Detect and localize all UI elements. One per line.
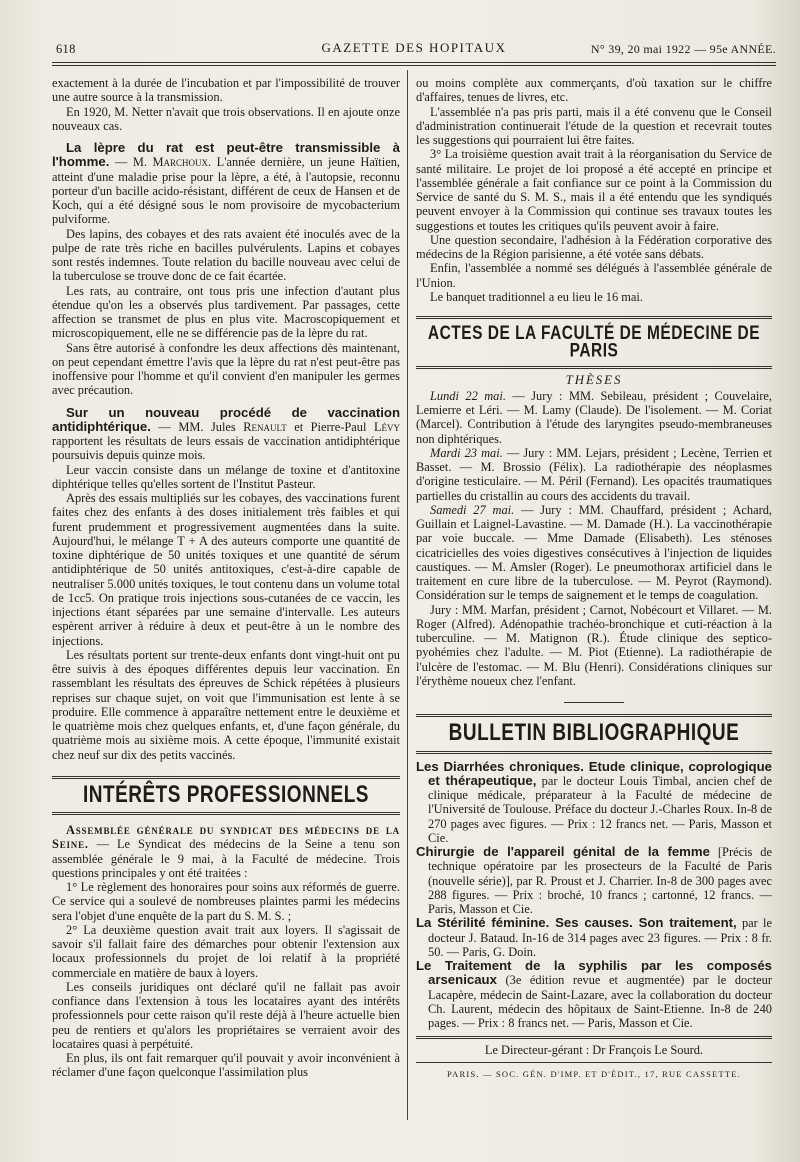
biblio-entry [416, 760, 772, 846]
page-number: 618 [56, 42, 76, 56]
article-heading: Assemblée générale du syndicat des médecins de la Seine. [52, 823, 400, 852]
book-title: La Stérilité féminine. Ses causes. Son traitement, [416, 915, 737, 931]
section-title: ACTES DE LA FACULTÉ DE MÉDECINE DE PARIS [427, 322, 761, 362]
article-lepre: La lèpre du rat est peut-être transmissible à l'homme. — M. Marchoux. L'année dernière, un jeune Haïtien, atteint d'une maladie prise pour la lèpre, a été, à l'autopsie, reconnu porteur d'un bacille acido-résistant, différent de ceux de Hansen et de Koch, qui a été désigné sous le nom provisoire de mycobacterium pulviforme. [52, 140, 400, 227]
biblio-entry [416, 916, 772, 959]
text-fragment: et Pierre-Paul [294, 419, 367, 434]
book-details: (3e édition revue et augmentée) par le docteur Lacapère, médecin de Saint-Lazare, avec la collaboration du docteur Ch. Laurent, médecin des hôpitaux de Saint-Etienne. In-8 de 240 pages. — Prix : 8 francs net. — Paris, Masson et Cie. [428, 973, 772, 1030]
column-divider [407, 70, 408, 1120]
paragraph: Le banquet traditionnel a eu lieu le 16 mai. [430, 289, 643, 304]
section-title: INTÉRÊTS PROFESSIONNELS [83, 781, 369, 809]
page-header [52, 40, 776, 58]
paragraph: Des lapins, des cobayes et des rats avaient été inoculés avec de la pulpe de rate très riche en bacilles pulvérulents. Lapins et cobayes sont restés indemnes. Toute relation du bacille nouveau avec celui de la tuberculose se trouve donc de ce fait écartée. [52, 226, 400, 284]
paragraph: Les résultats portent sur trente-deux enfants dont vingt-huit ont pu être suivis à des époques différentes depuis leur vaccination. En rassemblant les résultats des épreuves de Schick répétées à plusieurs reprises sur chaque sujet, on voit que l'immunisation est lente à se produire. Elle commence à apparaître nettement entre le deuxième et le quatrième mois chez quelques enfants, et, d'une façon générale, du quatrième mois au sixième mois. A cette époque, l'immunité existait chez neuf sur dix des petits vaccinés. [52, 647, 400, 762]
thesis-date: Lundi 22 mai. [430, 388, 506, 403]
book-title: Chirurgie de l'appareil génital de la femme [416, 844, 710, 859]
book-title: Le Traitement de la syphilis par les composés arsenicaux [416, 958, 772, 988]
paragraph: 2° La deuxième question avait trait aux loyers. Il s'agissait de savoir s'il fallait faire des démarches pour obtenir l'extension aux locaux professionnels du projet de loi relatif à la propriété commerciale en matière de baux à loyers. [52, 922, 400, 980]
paragraph: 3° La troisième question avait trait à la réorganisation du Service de santé militaire. Le projet de loi proposé a été accepté en principe et l'assemblée générale a fait confiance sur ce point à la Commission du Service de santé du S. M. S., mais il a été entendu que les syndiqués peuvent envoyer à la Commission qui continue ses travaux toutes les suggestions et toutes les critiques qu'ils peuvent avoir à faire. [416, 147, 772, 233]
paragraph: — Le Syndicat des médecins de la Seine a tenu son assemblée générale le 9 mai, à la Faculté de médecine. Trois questions principales y ont été traitées : [52, 837, 400, 880]
paragraph: L'année dernière, un jeune Haïtien, atteint d'une maladie prise pour la lèpre, a été, à l'autopsie, reconnu porteur d'un bacille acido-résistant, différent de ceux de Hansen et de Koch, qui a été désigné sous le nom provisoire de mycobacterium pulviforme. [52, 155, 400, 227]
text-fragment: — MM. Jules [158, 419, 236, 434]
paragraph: Les conseils juridiques ont déclaré qu'il ne fallait pas avoir confiance dans l'extension à tous les locataires ayant des intérêts professionnels pour cette raison qu'il reste déjà à l'heure actuelle bien peu de rentiers et qu'alors les propriétaires se verraient avoir des locataires quasi à perpétuité. [52, 979, 400, 1051]
article-heading: Sur un nouveau procédé de vaccination antidiphtérique. [52, 404, 400, 434]
thesis-text: — Jury : MM. Lejars, président ; Lecène, Terrien et Basset. — M. Brossio (Félix). La radiothérapie des néoplasmes d'origine testiculaire. — M. Péril (Fernand). Les opacités traumatiques partielles du cristallin au cours des accidents du travail. [416, 445, 772, 503]
paragraph: 1° Le règlement des honoraires pour soins aux réformés de guerre. Ce service qui a soulevé de nombreuses plaintes parmi les médecins sera l'objet d'une enquête de la part du S. M. S. ; [52, 880, 400, 923]
thesis-text: — Jury : MM. Chauffard, président ; Achard, Guillain et Laignel-Lavastine. — M. Damade (H.). La vaccinothérapie par voie buccale. — Mme Damade (Elisabeth). Les sténoses cicatricielles des voies digestives consécutives à l'injection de liquides caustiques. — M. Amsler (Roger). Le pneumothorax artificiel dans le traitement en cure libre de la tuberculose. — M. Peyrot (Raymond). Considération sur le temps de saignement et le temps de coagulation. [416, 502, 773, 603]
paragraph: exactement à la durée de l'incubation et par l'impossibilité de trouver une autre source à la transmission. [52, 76, 400, 105]
thesis-entry [416, 446, 772, 503]
paragraph: Après des essais multipliés sur les cobayes, des vaccinations furent faites chez des enfants à des doses initialement très faibles et qui furent prudemment et progressivement augmentées dans la suite. Aujourd'hui, le mélange T + A des auteurs comporte une quantité de toxine diphtérique de 50 unités toxiques et une quantité de sérum antidiphtérique de 50 unités antitoxiques, c'est-à-dire capable de neutraliser 5.000 unités toxiques, le tout contenu dans un volume total de 1cc5. On pratique trois injections sous-cutanées de ce vaccin, les injections étant séparées par une semaine d'intervalle. Les auteurs espèrent arriver à réduire à deux et peut-être à un le nombre des injections. [52, 491, 400, 648]
paragraph: ou moins complète aux commerçants, d'où taxation sur le chiffre d'affaires, tenues de livres, etc. [416, 76, 772, 105]
book-title: Les Diarrhées chroniques. Etude clinique, coprologique et thérapeutique, [416, 758, 772, 788]
book-details: par le docteur Louis Timbal, ancien chef de clinique médicale, préparateur à la Faculté de médecine de l'Université de Toulouse. Préface du docteur J.-Charles Roux. In-8 de 270 pages avec figures. — Prix : 12 francs net. — Paris, Masson et Cie. [428, 773, 772, 845]
paragraph: En plus, ils ont fait remarquer qu'il pouvait y avoir inconvénient à réclamer d'une façon quelconque l'assimilation plus [52, 1051, 400, 1080]
thesis-entry: Jury : MM. Marfan, président ; Carnot, Nobécourt et Villaret. — M. Roger (Alfred). Adénopathie trachéo-bronchique et cuti-réaction à la tuberculine. — M. Matignon (R.). Étude clinique des septico-pyohémies chez l'adulte. — M. Piot (Etienne). La radiothérapie de l'ulcère de l'estomac. — M. Blu (Henri). Considérations cliniques sur l'érythème noueux chez l'enfant. [416, 602, 772, 688]
issue-info: N° 39, 20 mai 1922 — 95e ANNÉE. [590, 42, 776, 56]
biblio-entry [416, 845, 772, 916]
paragraph: En 1920, M. Netter n'avait que trois observations. Il en ajoute onze nouveaux cas. [52, 104, 400, 133]
article-heading: La lèpre du rat est peut-être transmissible à l'homme. [52, 140, 400, 170]
left-column [52, 76, 400, 1080]
thesis-entry [416, 503, 772, 603]
thesis-date: Samedi 27 mai. [430, 502, 515, 517]
author-name: M. Marchoux. [132, 155, 212, 170]
paragraph: Les rats, au contraire, ont tous pris une infection d'autant plus étendue qu'on les a observés plus tardivement. Par passages, cette affection se transmet de plus en plus vite. Macroscopiquement et microscopiquement, elle ne se différencie pas de la lèpre du rat. [52, 283, 400, 341]
header-rule-2 [52, 65, 776, 66]
author-name: Renault [243, 419, 287, 434]
section-heading [416, 714, 772, 753]
header-rule [52, 62, 776, 63]
section-heading [52, 776, 400, 815]
paragraph: Une question secondaire, l'adhésion à la Fédération corporative des médecins de la Région parisienne, a été votée sans débats. [416, 232, 772, 261]
thesis-entry [416, 389, 772, 446]
director-line: Le Directeur-gérant : Dr François Le Sourd. [416, 1036, 772, 1057]
text-fragment: rapportent les résultats de leurs essais de vaccination antidiphtérique poursuivis depuis quinze mois. [52, 434, 400, 463]
section-title: BULLETIN BIBLIOGRAPHIQUE [448, 720, 740, 747]
journal-title: GAZETTE DES HOPITAUX [321, 40, 507, 55]
author-name: Lévy [373, 419, 401, 434]
subsection-title: THÈSES [565, 372, 623, 387]
biblio-entry [416, 959, 772, 1030]
book-details: [Précis de technique opératoire par les prosecteurs de la Faculté de Paris (nouvelle série)], par R. Proust et J. Charrier. In-8 de 300 pages avec 288 figures. — Prix : broché, 10 francs ; cartonné, 12 francs. — Paris, Masson et Cie. [428, 845, 772, 916]
section-heading [416, 316, 772, 369]
paragraph: Enfin, l'assemblée a nommé ses délégués à l'assemblée générale de l'Union. [416, 261, 772, 290]
thesis-text: — Jury : MM. Sebileau, président ; Couvelaire, Lemierre et Léri. — M. Lamy (Claude). De l'isolement. — M. Coriat (Marcel). Contribution à l'étude des laryngites pseudo-membraneuses non diphtériques. [416, 388, 772, 446]
paragraph: Sans être autorisé à confondre les deux affections dès maintenant, on peut cependant émettre l'avis que la lèpre du rat n'est peut-être pas inoffensive pour l'homme et qu'il convient d'en manipuler les germes avec précaution. [52, 340, 400, 398]
right-column [416, 76, 772, 1081]
article-vaccination [52, 406, 400, 463]
article-assemblee [52, 823, 400, 880]
book-details: par le docteur J. Bataud. In-16 de 314 pages avec 23 figures. — Prix : 8 fr. 50. — Paris, G. Doin. [428, 916, 772, 959]
thesis-date: Mardi 23 mai. [430, 445, 503, 460]
paragraph: L'assemblée n'a pas pris parti, mais il a été convenu que le Conseil d'administration continuerait l'étude de la question et recevrait toutes les suggestions qui pourraient lui être faites. [416, 104, 772, 147]
paragraph: Leur vaccin consiste dans un mélange de toxine et d'antitoxine diphtérique telles qu'elles sortent de l'Institut Pasteur. [52, 462, 400, 491]
printer-line: PARIS. — SOC. GÉN. D'IMP. ET D'ÉDIT., 17, RUE CASSETTE. [416, 1062, 772, 1081]
separator [416, 692, 772, 706]
